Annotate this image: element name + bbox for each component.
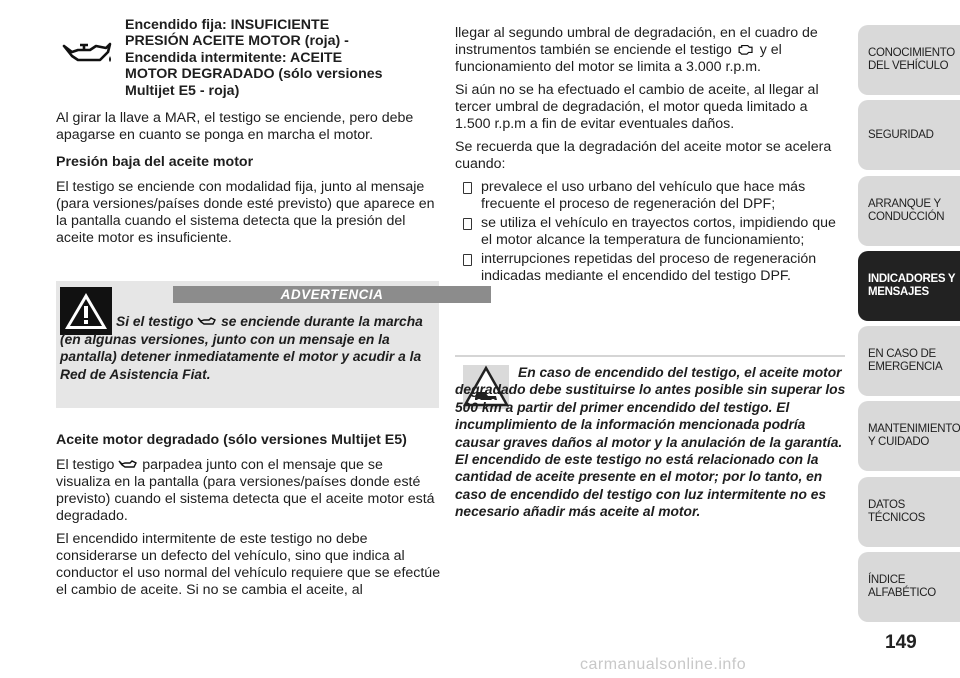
oil-pressure-icon <box>197 315 217 327</box>
paragraph: Al girar la llave a MAR, el testigo se enciende, pero debe apagarse en cuanto se ponga en marcha el motor. <box>56 110 414 143</box>
divider <box>455 355 845 357</box>
left-column-top <box>56 110 441 253</box>
tab-indice[interactable]: ÍNDICE ALFABÉTICO <box>858 552 960 622</box>
warning-text: Si el testigo se enciende durante la marcha (en algunas versiones, junto con un mensaje en la pantalla) detener inmediatamente el motor y acudir a la Red de Asistencia Fiat. <box>60 314 423 382</box>
tab-indicadores[interactable]: INDICADORES Y MENSAJES <box>858 251 960 321</box>
watermark: carmanualsonline.info <box>580 656 747 673</box>
page-number: 149 <box>885 632 917 653</box>
tab-conocimiento[interactable]: CONOCIMIENTO DEL VEHÍCULO <box>858 25 960 95</box>
oil-pressure-icon <box>60 36 114 70</box>
paragraph: llegar al segundo umbral de degradación, en el cuadro de instrumentos también se enciende el testigo y el funcionamiento del motor se limita a 3.000 r.p.m. <box>455 25 818 75</box>
warning-box <box>56 281 439 408</box>
oil-pressure-icon <box>118 458 138 470</box>
list-item: prevalece el uso urbano del vehículo que hace más frecuente el proceso de regeneración del DPF; <box>455 179 845 213</box>
subheading: Presión baja del aceite motor <box>56 154 254 170</box>
tab-datos[interactable]: DATOS TÉCNICOS <box>858 477 960 547</box>
subheading: Aceite motor degradado (sólo versiones Multijet E5) <box>56 432 407 448</box>
list-item: interrupciones repetidas del proceso de regeneración indicadas mediante el encendido del testigo DPF. <box>455 251 845 285</box>
chapter-tabs <box>858 0 960 678</box>
warning-title: ADVERTENCIA <box>173 286 491 303</box>
tab-emergencia[interactable]: EN CASO DE EMERGENCIA <box>858 326 960 396</box>
note-box <box>455 355 845 555</box>
right-column <box>455 25 845 291</box>
tab-mantenimiento[interactable]: MANTENIMIENTO Y CUIDADO <box>858 401 960 471</box>
list-item: se utiliza el vehículo en trayectos cortos, impidiendo que el motor alcance la temperatura de funcionamiento; <box>455 215 845 249</box>
left-column-bottom <box>56 432 441 605</box>
paragraph: El testigo parpadea junto con el mensaje que se visualiza en la pantalla (para versiones/países donde esté previsto) cuando el sistema detecta que el aceite motor está degradado. <box>56 457 435 524</box>
tab-arranque[interactable]: ARRANQUE Y CONDUCCIÓN <box>858 176 960 246</box>
section-heading: Encendido fija: INSUFICIENTE PRESIÓN ACEITE MOTOR (roja) - Encendida intermitente: ACEITE MOTOR DEGRADADO (sólo versiones Multijet E5 - roja) <box>125 17 383 99</box>
paragraph: El encendido intermitente de este testigo no debe considerarse un defecto del vehículo, sino que indica al conductor el uso normal del vehículo requiere que se efectúe el cambio de aceite. Si no se cambia el aceite, al <box>56 531 441 598</box>
bullet-list <box>455 179 845 285</box>
paragraph: El testigo se enciende con modalidad fija, junto al mensaje (para versiones/países donde esté previsto) que aparece en la pantalla cuando el sistema detecta que la presión del aceite motor es insuficiente. <box>56 179 435 246</box>
paragraph: Se recuerda que la degradación del aceite motor se acelera cuando: <box>455 139 832 172</box>
note-text: En caso de encendido del testigo, el aceite motor degradado debe sustituirse lo antes posible sin superar los 500 km a partir del primer encendido del testigo. El incumplimiento de la información mencionada podría causar graves daños al motor y la anulación de la garantía. El encendido de este testigo no está relacionado con la cantidad de aceite presente en el motor; por lo tanto, en caso de encendido del testigo con luz intermitente no es necesario añadir más aceite al motor. <box>455 365 846 520</box>
engine-icon <box>736 43 756 55</box>
tab-seguridad[interactable]: SEGURIDAD <box>858 100 960 170</box>
paragraph: Si aún no se ha efectuado el cambio de aceite, al llegar al tercer umbral de degradación, el motor queda limitado a 1.500 r.p.m a fin de evitar eventuales daños. <box>455 82 819 132</box>
